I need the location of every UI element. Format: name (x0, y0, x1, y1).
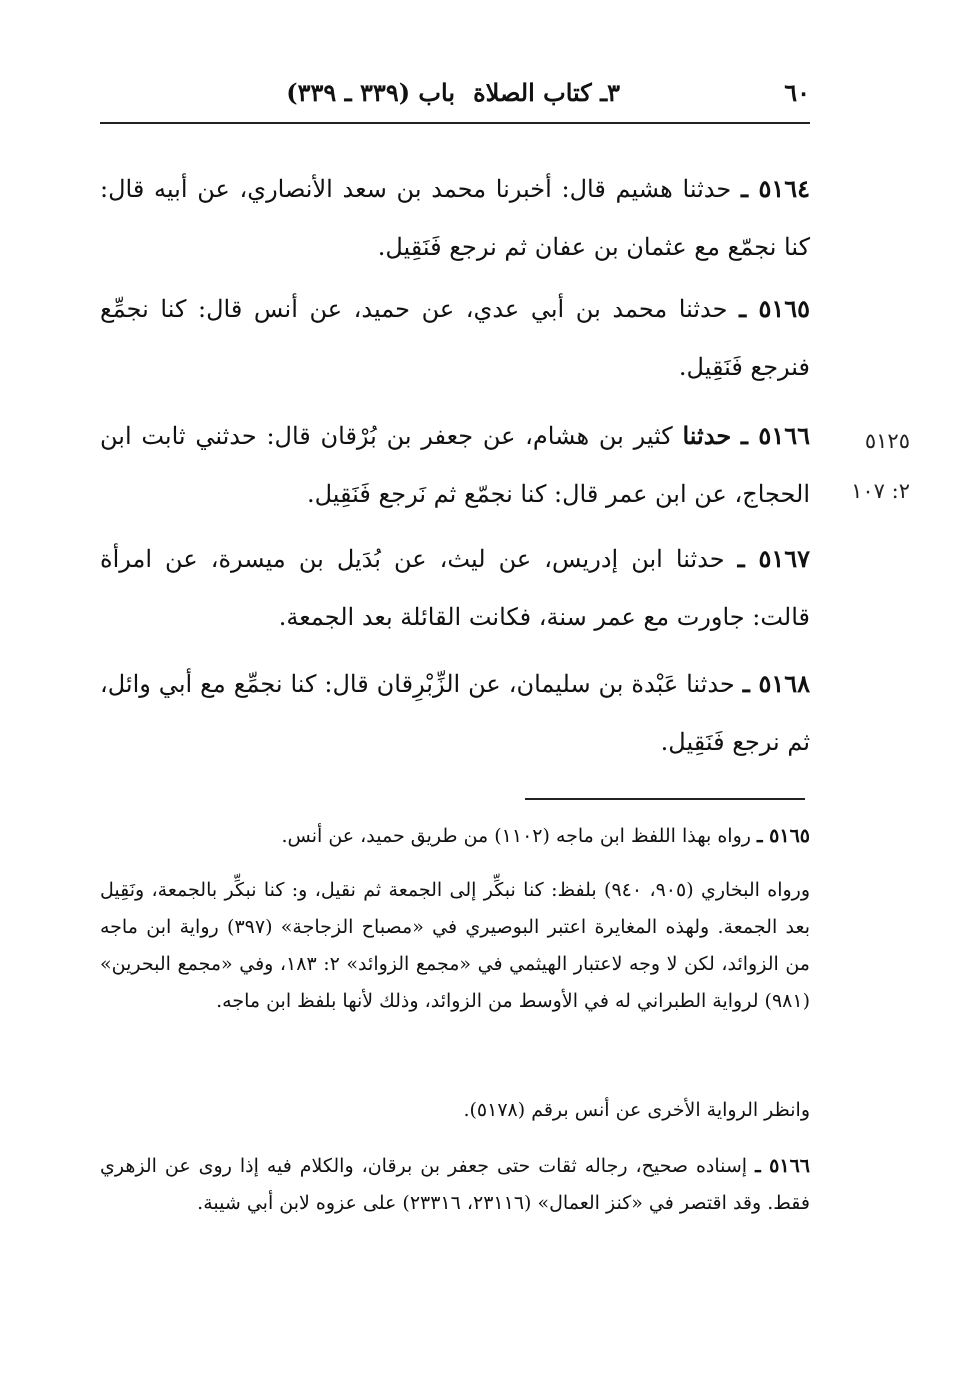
hadith-text: حدثنا ابن إدريس، عن ليث، عن بُدَيل بن ميسرة، عن امرأة قالت: جاورت مع عمر سنة، فكانت القائلة بعد الجمعة. (100, 545, 810, 631)
footnote-5166 (100, 1148, 810, 1222)
hadith-number: ٥١٦٧ ـ (737, 544, 810, 573)
footnote-text: رواه بهذا اللفظ ابن ماجه (١١٠٢) من طريق حميد، عن أنس. (281, 825, 751, 847)
footnote-text: وانظر الرواية الأخرى عن أنس برقم (٥١٧٨). (463, 1099, 810, 1121)
hadith-5168 (100, 655, 810, 771)
margin-ref-1: ٥١٢٥ (864, 429, 910, 453)
hadith-5164 (100, 160, 810, 276)
footnote-number: ٥١٦٥ ـ (756, 825, 810, 847)
hadith-5167 (100, 530, 810, 646)
hadith-lead-word: حدثنا (682, 421, 732, 450)
book-title: ٣ـ كتاب الصلاة (473, 78, 620, 107)
hadith-text: حدثنا محمد بن أبي عدي، عن حميد، عن أنس قال: كنا نجمِّع فنرجع فَنَقِيل. (100, 295, 810, 381)
footnote-text: إسناده صحيح، رجاله ثقات حتى جعفر بن برقان، والكلام فيه إذا روى عن الزهري فقط. وقد اقتصر في «كنز العمال» (٢٣١١٦، ٢٣٣١٦) على عزوه لابن أبي شيبة. (100, 1155, 810, 1214)
footnote-number: ٥١٦٦ ـ (755, 1155, 810, 1177)
chapter-title: باب (٣٣٩ ـ ٣٣٩) (286, 78, 455, 107)
hadith-text: حدثنا عَبْدة بن سليمان، عن الزِّبْرِقان قال: كنا نجمِّع مع أبي وائل، ثم نرجع فَنَقِيل. (100, 670, 810, 756)
hadith-number: ٥١٦٤ ـ (740, 174, 811, 203)
hadith-text: حدثنا هشيم قال: أخبرنا محمد بن سعد الأنصاري، عن أبيه قال: كنا نجمّع مع عثمان بن عفان ثم نرجع فَنَقِيل. (100, 175, 810, 261)
footnote-text: ورواه البخاري (٩٠٥، ٩٤٠) بلفظ: كنا نبكِّر إلى الجمعة ثم نقيل، و: كنا نبكِّر بالجمعة، ونَقِيل بعد الجمعة. ولهذه المغايرة اعتبر البوصيري في «مصباح الزجاجة» (٣٩٧) رواية ابن ماجه من الزوائد، لكن لا وجه لاعتبار الهيثمي في «مجمع الزوائد» ٢: ١٨٣، وفي «مجمع البحرين» (٩٨١) لرواية الطبراني له في الأوسط من الزوائد، وذلك لأنها بلفظ ابن ماجه. (100, 879, 811, 1012)
footnote-separator (525, 798, 805, 800)
hadith-number: ٥١٦٦ ـ (740, 421, 810, 450)
hadith-text: كثير بن هشام، عن جعفر بن بُرْقان قال: حدثني ثابت ابن الحجاج، عن ابن عمر قال: كنا نجمّع ثم نَرجع فَنَقِيل. (100, 422, 810, 508)
hadith-5165 (100, 280, 810, 396)
hadith-number: ٥١٦٥ ـ (739, 294, 810, 323)
footnote-5165 (100, 818, 810, 855)
running-header (100, 78, 810, 118)
page-number: ٦٠ (784, 78, 810, 107)
footnote-5165-continued (100, 872, 810, 1020)
margin-ref-2: ٢: ١٠٧ (851, 479, 910, 503)
hadith-5166 (100, 407, 810, 523)
hadith-number: ٥١٦٨ ـ (742, 669, 810, 698)
header-rule (100, 122, 810, 124)
footnote-5165-see-also (100, 1092, 810, 1129)
